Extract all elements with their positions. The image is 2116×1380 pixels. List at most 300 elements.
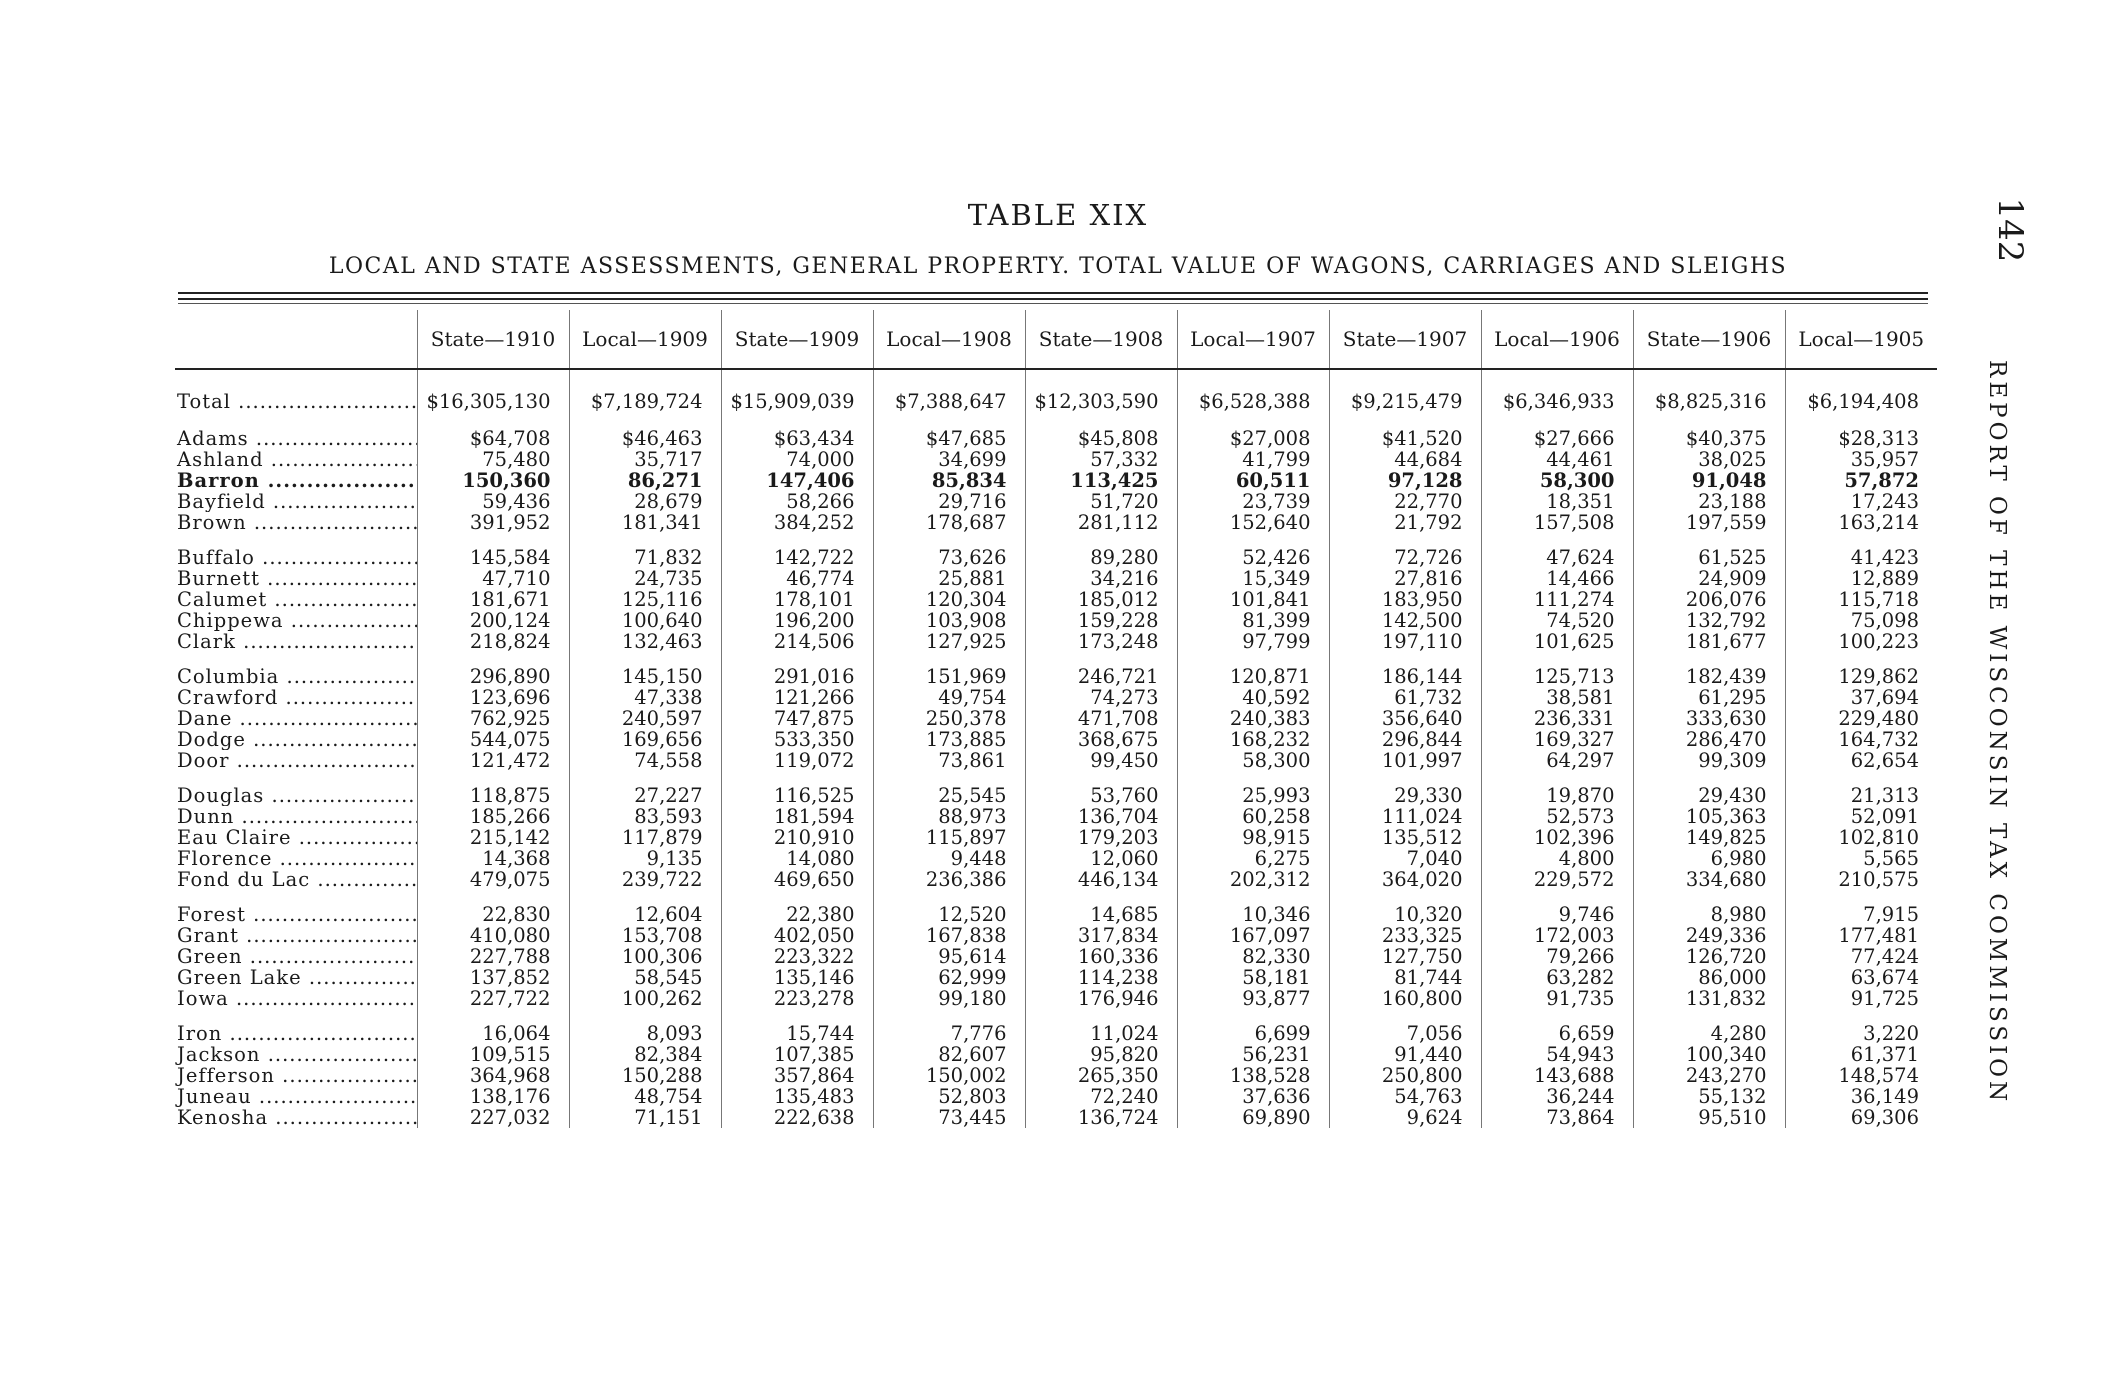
value-cell: 334,680 (1633, 869, 1785, 890)
value-cell: 10,346 (1177, 904, 1329, 925)
value-cell: 53,760 (1025, 785, 1177, 806)
table-row (175, 1065, 1937, 1086)
value-cell: 57,332 (1025, 449, 1177, 470)
value-cell: 71,151 (569, 1107, 721, 1128)
value-cell: 8,980 (1633, 904, 1785, 925)
value-cell: 73,445 (873, 1107, 1025, 1128)
value-cell: 6,659 (1481, 1023, 1633, 1044)
value-cell: 129,862 (1785, 666, 1937, 687)
value-cell: 202,312 (1177, 869, 1329, 890)
county-name: Juneau ..... (175, 1086, 417, 1107)
table-row (175, 1023, 1937, 1044)
value-cell: 10,320 (1329, 904, 1481, 925)
value-cell: 6,980 (1633, 848, 1785, 869)
value-cell: 3,220 (1785, 1023, 1937, 1044)
value-cell: 52,803 (873, 1086, 1025, 1107)
county-name: Douglas ..... (175, 785, 417, 806)
table-row (175, 785, 1937, 806)
value-cell: 49,754 (873, 687, 1025, 708)
value-cell: 19,870 (1481, 785, 1633, 806)
value-cell: 5,565 (1785, 848, 1937, 869)
value-cell: 93,877 (1177, 988, 1329, 1009)
value-cell: 58,266 (721, 491, 873, 512)
value-cell: 58,545 (569, 967, 721, 988)
value-cell: 91,725 (1785, 988, 1937, 1009)
value-cell: 135,146 (721, 967, 873, 988)
value-cell: 149,825 (1633, 827, 1785, 848)
value-cell: 98,915 (1177, 827, 1329, 848)
value-cell: 167,838 (873, 925, 1025, 946)
value-cell: $12,303,590 (1025, 388, 1177, 414)
value-cell: 58,300 (1177, 750, 1329, 771)
value-cell: 29,430 (1633, 785, 1785, 806)
value-cell: 179,203 (1025, 827, 1177, 848)
value-cell: 69,306 (1785, 1107, 1937, 1128)
county-name: Crawford ..... (175, 687, 417, 708)
value-cell: 151,969 (873, 666, 1025, 687)
column-header: State—1907 (1329, 310, 1481, 369)
table-row (175, 869, 1937, 890)
value-cell: 215,142 (417, 827, 569, 848)
county-name: Ashland ..... (175, 449, 417, 470)
value-cell: 101,625 (1481, 631, 1633, 652)
value-cell: $8,825,316 (1633, 388, 1785, 414)
value-cell: 14,466 (1481, 568, 1633, 589)
value-cell: 73,864 (1481, 1107, 1633, 1128)
value-cell: 229,480 (1785, 708, 1937, 729)
value-cell: 38,025 (1633, 449, 1785, 470)
value-cell: 240,597 (569, 708, 721, 729)
value-cell: 73,861 (873, 750, 1025, 771)
value-cell: 75,098 (1785, 610, 1937, 631)
value-cell: 317,834 (1025, 925, 1177, 946)
value-cell: 100,306 (569, 946, 721, 967)
county-name: Eau Claire ..... (175, 827, 417, 848)
value-cell: 265,350 (1025, 1065, 1177, 1086)
value-cell: 479,075 (417, 869, 569, 890)
value-cell: 88,973 (873, 806, 1025, 827)
county-name: Iowa ..... (175, 988, 417, 1009)
value-cell: 115,897 (873, 827, 1025, 848)
county-name: Dane ..... (175, 708, 417, 729)
value-cell: 7,040 (1329, 848, 1481, 869)
county-name: Brown ..... (175, 512, 417, 533)
value-cell: 126,720 (1633, 946, 1785, 967)
value-cell: 81,744 (1329, 967, 1481, 988)
value-cell: 132,463 (569, 631, 721, 652)
value-cell: 125,713 (1481, 666, 1633, 687)
value-cell: 62,999 (873, 967, 1025, 988)
table-row (175, 848, 1937, 869)
value-cell: $63,434 (721, 428, 873, 449)
value-cell: 410,080 (417, 925, 569, 946)
value-cell: 240,383 (1177, 708, 1329, 729)
value-cell: 218,824 (417, 631, 569, 652)
value-cell: 24,909 (1633, 568, 1785, 589)
value-cell: 22,770 (1329, 491, 1481, 512)
value-cell: 135,512 (1329, 827, 1481, 848)
county-name: Calumet ..... (175, 589, 417, 610)
value-cell: $15,909,039 (721, 388, 873, 414)
value-cell: 6,275 (1177, 848, 1329, 869)
table-row (175, 428, 1937, 449)
table-row (175, 547, 1937, 568)
value-cell: 223,278 (721, 988, 873, 1009)
value-cell: 163,214 (1785, 512, 1937, 533)
value-cell: 9,448 (873, 848, 1025, 869)
spacer-row (175, 652, 1937, 666)
value-cell: 74,273 (1025, 687, 1177, 708)
value-cell: 160,336 (1025, 946, 1177, 967)
value-cell: 61,732 (1329, 687, 1481, 708)
county-name: Iron ..... (175, 1023, 417, 1044)
table-row (175, 449, 1937, 470)
value-cell: $6,194,408 (1785, 388, 1937, 414)
value-cell: 138,176 (417, 1086, 569, 1107)
value-cell: 9,135 (569, 848, 721, 869)
value-cell: 118,875 (417, 785, 569, 806)
county-name: Chippewa ..... (175, 610, 417, 631)
value-cell: 173,248 (1025, 631, 1177, 652)
column-header: Local—1909 (569, 310, 721, 369)
value-cell: 168,232 (1177, 729, 1329, 750)
value-cell: 82,330 (1177, 946, 1329, 967)
table-row (175, 904, 1937, 925)
value-cell: 296,890 (417, 666, 569, 687)
value-cell: 9,624 (1329, 1107, 1481, 1128)
value-cell: 97,128 (1329, 470, 1481, 491)
value-cell: $45,808 (1025, 428, 1177, 449)
value-cell: 74,000 (721, 449, 873, 470)
value-cell: 123,696 (417, 687, 569, 708)
value-cell: 55,132 (1633, 1086, 1785, 1107)
value-cell: 56,231 (1177, 1044, 1329, 1065)
value-cell: 99,450 (1025, 750, 1177, 771)
value-cell: 48,754 (569, 1086, 721, 1107)
table-row (175, 491, 1937, 512)
county-name: Forest ..... (175, 904, 417, 925)
value-cell: 86,000 (1633, 967, 1785, 988)
value-cell: 113,425 (1025, 470, 1177, 491)
value-cell: 63,674 (1785, 967, 1937, 988)
value-cell: 227,722 (417, 988, 569, 1009)
table-subtitle: LOCAL AND STATE ASSESSMENTS, GENERAL PROPERTY. TOTAL VALUE OF WAGONS, CARRIAGES AND SLEIGHS (328, 254, 1788, 279)
value-cell: 182,439 (1633, 666, 1785, 687)
table-row (175, 925, 1937, 946)
value-cell: 142,722 (721, 547, 873, 568)
table-row (175, 806, 1937, 827)
value-cell: 169,656 (569, 729, 721, 750)
value-cell: 37,636 (1177, 1086, 1329, 1107)
value-cell: 34,699 (873, 449, 1025, 470)
table-row (175, 729, 1937, 750)
value-cell: 291,016 (721, 666, 873, 687)
column-header: State—1908 (1025, 310, 1177, 369)
value-cell: 236,331 (1481, 708, 1633, 729)
spacer-row (175, 771, 1937, 785)
county-name: Florence ..... (175, 848, 417, 869)
value-cell: 61,295 (1633, 687, 1785, 708)
value-cell: 35,717 (569, 449, 721, 470)
county-name: Jefferson ..... (175, 1065, 417, 1086)
value-cell: 109,515 (417, 1044, 569, 1065)
value-cell: 120,304 (873, 589, 1025, 610)
value-cell: 89,280 (1025, 547, 1177, 568)
table-body (175, 369, 1937, 1128)
value-cell: 172,003 (1481, 925, 1633, 946)
value-cell: 16,064 (417, 1023, 569, 1044)
spacer-row (175, 414, 1937, 428)
value-cell: 181,677 (1633, 631, 1785, 652)
value-cell: 169,327 (1481, 729, 1633, 750)
table-row (175, 827, 1937, 848)
value-cell: 29,716 (873, 491, 1025, 512)
value-cell: 41,799 (1177, 449, 1329, 470)
value-cell: 181,594 (721, 806, 873, 827)
value-cell: 173,885 (873, 729, 1025, 750)
spacer-row (175, 890, 1937, 904)
value-cell: 38,581 (1481, 687, 1633, 708)
value-cell: $28,313 (1785, 428, 1937, 449)
value-cell: 63,282 (1481, 967, 1633, 988)
table-row (175, 568, 1937, 589)
column-header: Local—1908 (873, 310, 1025, 369)
county-name: Dunn ..... (175, 806, 417, 827)
value-cell: 286,470 (1633, 729, 1785, 750)
value-cell: 137,852 (417, 967, 569, 988)
value-cell: 469,650 (721, 869, 873, 890)
value-cell: 57,872 (1785, 470, 1937, 491)
value-cell: 119,072 (721, 750, 873, 771)
value-cell: 196,200 (721, 610, 873, 631)
value-cell: 107,385 (721, 1044, 873, 1065)
value-cell: 391,952 (417, 512, 569, 533)
value-cell: 36,244 (1481, 1086, 1633, 1107)
value-cell: $46,463 (569, 428, 721, 449)
value-cell: 91,440 (1329, 1044, 1481, 1065)
county-name: Buffalo ..... (175, 547, 417, 568)
value-cell: 58,181 (1177, 967, 1329, 988)
value-cell: 356,640 (1329, 708, 1481, 729)
value-cell: 14,080 (721, 848, 873, 869)
value-cell: 147,406 (721, 470, 873, 491)
value-cell: 214,506 (721, 631, 873, 652)
value-cell: 7,776 (873, 1023, 1025, 1044)
value-cell: 7,056 (1329, 1023, 1481, 1044)
value-cell: 101,841 (1177, 589, 1329, 610)
value-cell: 185,266 (417, 806, 569, 827)
value-cell: 111,024 (1329, 806, 1481, 827)
table-row (175, 666, 1937, 687)
value-cell: 73,626 (873, 547, 1025, 568)
value-cell: 145,150 (569, 666, 721, 687)
county-name: Green ..... (175, 946, 417, 967)
value-cell: 95,510 (1633, 1107, 1785, 1128)
value-cell: 446,134 (1025, 869, 1177, 890)
value-cell: $41,520 (1329, 428, 1481, 449)
value-cell: 14,685 (1025, 904, 1177, 925)
value-cell: 143,688 (1481, 1065, 1633, 1086)
value-cell: 8,093 (569, 1023, 721, 1044)
value-cell: 60,511 (1177, 470, 1329, 491)
county-name: Adams ..... (175, 428, 417, 449)
value-cell: 15,744 (721, 1023, 873, 1044)
value-cell: 178,101 (721, 589, 873, 610)
value-cell: 176,946 (1025, 988, 1177, 1009)
value-cell: 153,708 (569, 925, 721, 946)
value-cell: 100,223 (1785, 631, 1937, 652)
value-cell: 25,881 (873, 568, 1025, 589)
value-cell: 74,558 (569, 750, 721, 771)
value-cell: 83,593 (569, 806, 721, 827)
value-cell: 250,800 (1329, 1065, 1481, 1086)
value-cell: 69,890 (1177, 1107, 1329, 1128)
value-cell: 281,112 (1025, 512, 1177, 533)
value-cell: 132,792 (1633, 610, 1785, 631)
value-cell: 164,732 (1785, 729, 1937, 750)
value-cell: $27,666 (1481, 428, 1633, 449)
value-cell: 186,144 (1329, 666, 1481, 687)
value-cell: 12,520 (873, 904, 1025, 925)
value-cell: 82,384 (569, 1044, 721, 1065)
value-cell: 12,060 (1025, 848, 1177, 869)
value-cell: 167,097 (1177, 925, 1329, 946)
value-cell: 121,266 (721, 687, 873, 708)
value-cell: 74,520 (1481, 610, 1633, 631)
table-row (175, 631, 1937, 652)
value-cell: 21,313 (1785, 785, 1937, 806)
value-cell: 44,684 (1329, 449, 1481, 470)
value-cell: 100,262 (569, 988, 721, 1009)
value-cell: 24,735 (569, 568, 721, 589)
value-cell: 12,604 (569, 904, 721, 925)
value-cell: 27,227 (569, 785, 721, 806)
value-cell: $7,388,647 (873, 388, 1025, 414)
value-cell: 150,360 (417, 470, 569, 491)
county-name: Green Lake ..... (175, 967, 417, 988)
value-cell: 131,832 (1633, 988, 1785, 1009)
county-name: Fond du Lac ..... (175, 869, 417, 890)
value-cell: 21,792 (1329, 512, 1481, 533)
value-cell: 52,573 (1481, 806, 1633, 827)
value-cell: 18,351 (1481, 491, 1633, 512)
value-cell: 64,297 (1481, 750, 1633, 771)
value-cell: 117,879 (569, 827, 721, 848)
table-row (175, 512, 1937, 533)
value-cell: 60,258 (1177, 806, 1329, 827)
column-header: Local—1906 (1481, 310, 1633, 369)
value-cell: 34,216 (1025, 568, 1177, 589)
value-cell: 100,340 (1633, 1044, 1785, 1065)
table-row (175, 470, 1937, 491)
county-name: Columbia ..... (175, 666, 417, 687)
value-cell: 44,461 (1481, 449, 1633, 470)
value-cell: 40,592 (1177, 687, 1329, 708)
value-cell: 160,800 (1329, 988, 1481, 1009)
value-cell: 27,816 (1329, 568, 1481, 589)
value-cell: 249,336 (1633, 925, 1785, 946)
value-cell: 91,048 (1633, 470, 1785, 491)
value-cell: 364,020 (1329, 869, 1481, 890)
value-cell: 127,750 (1329, 946, 1481, 967)
value-cell: 52,091 (1785, 806, 1937, 827)
value-cell: 233,325 (1329, 925, 1481, 946)
table-row (175, 687, 1937, 708)
value-cell: 61,525 (1633, 547, 1785, 568)
top-thin-rule (178, 303, 1928, 304)
value-cell: 159,228 (1025, 610, 1177, 631)
top-double-rule (178, 292, 1928, 300)
value-cell: 471,708 (1025, 708, 1177, 729)
value-cell: 99,180 (873, 988, 1025, 1009)
value-cell: 61,371 (1785, 1044, 1937, 1065)
value-cell: $47,685 (873, 428, 1025, 449)
table-row (175, 967, 1937, 988)
table-row (175, 988, 1937, 1009)
table-row (175, 610, 1937, 631)
value-cell: 17,243 (1785, 491, 1937, 512)
value-cell: 25,545 (873, 785, 1025, 806)
value-cell: 364,968 (417, 1065, 569, 1086)
value-cell: $6,528,388 (1177, 388, 1329, 414)
value-cell: 250,378 (873, 708, 1025, 729)
value-cell: 402,050 (721, 925, 873, 946)
spacer-row (175, 369, 1937, 388)
table-row (175, 1044, 1937, 1065)
value-cell: 185,012 (1025, 589, 1177, 610)
value-cell: 145,584 (417, 547, 569, 568)
county-header (175, 310, 417, 369)
value-cell: 120,871 (1177, 666, 1329, 687)
value-cell: 11,024 (1025, 1023, 1177, 1044)
value-cell: 157,508 (1481, 512, 1633, 533)
value-cell: $9,215,479 (1329, 388, 1481, 414)
value-cell: 227,788 (417, 946, 569, 967)
county-name: Dodge ..... (175, 729, 417, 750)
value-cell: 384,252 (721, 512, 873, 533)
column-header: State—1909 (721, 310, 873, 369)
table-row (175, 1107, 1937, 1128)
table-row (175, 946, 1937, 967)
value-cell: 62,654 (1785, 750, 1937, 771)
value-cell: 6,699 (1177, 1023, 1329, 1044)
table-row (175, 589, 1937, 610)
value-cell: $6,346,933 (1481, 388, 1633, 414)
county-name: Barron ..... (175, 470, 417, 491)
value-cell: 47,338 (569, 687, 721, 708)
value-cell: 12,889 (1785, 568, 1937, 589)
column-header: Local—1907 (1177, 310, 1329, 369)
county-name: Total ..... (175, 388, 417, 414)
running-head: REPORT OF THE WISCONSIN TAX COMMISSION (1984, 360, 2010, 1106)
value-cell: 368,675 (1025, 729, 1177, 750)
value-cell: 136,724 (1025, 1107, 1177, 1128)
value-cell: 41,423 (1785, 547, 1937, 568)
value-cell: 223,322 (721, 946, 873, 967)
value-cell: 7,915 (1785, 904, 1937, 925)
county-name: Clark ..... (175, 631, 417, 652)
value-cell: 47,624 (1481, 547, 1633, 568)
value-cell: 4,800 (1481, 848, 1633, 869)
value-cell: 28,679 (569, 491, 721, 512)
header-row (175, 310, 1937, 369)
county-name: Grant ..... (175, 925, 417, 946)
value-cell: 105,363 (1633, 806, 1785, 827)
table-row (175, 708, 1937, 729)
value-cell: 197,559 (1633, 512, 1785, 533)
value-cell: 81,399 (1177, 610, 1329, 631)
value-cell: 101,997 (1329, 750, 1481, 771)
